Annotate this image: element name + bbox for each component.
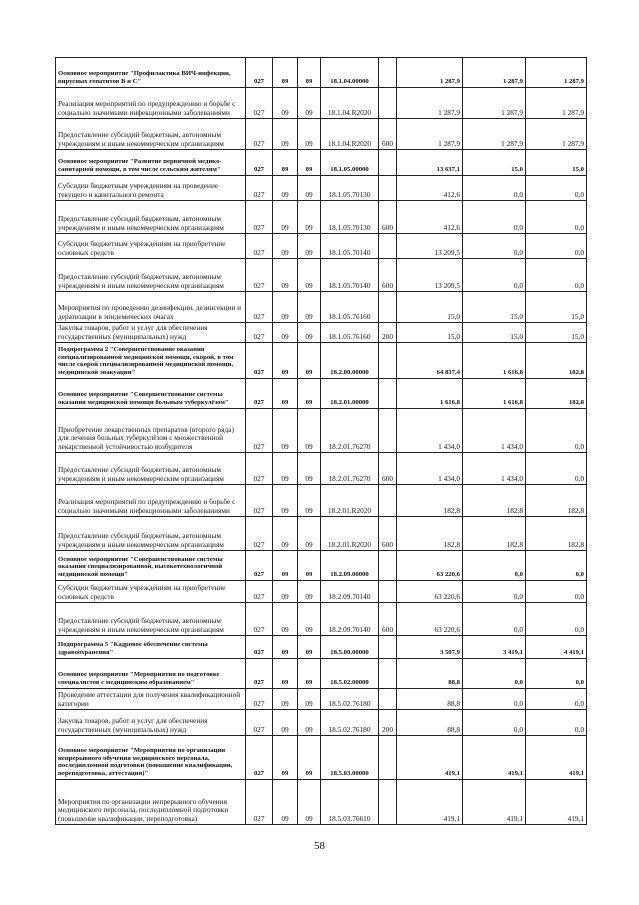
row-name-cell: Предоставление субсидий бюджетным, автономным учреждениям и иным некоммерческим организациям <box>56 453 246 485</box>
amount-year1-cell: 13 209,5 <box>397 234 463 259</box>
amount-year3-cell: 0,0 <box>526 659 587 689</box>
row-name-cell: Предоставление субсидий бюджетным, автономным учреждениям и иным некоммерческим организациям <box>56 603 246 636</box>
subsection-code-cell: 09 <box>298 176 321 201</box>
section-code-cell: 09 <box>273 150 298 176</box>
amount-year2-cell: 0,0 <box>463 689 526 710</box>
ved-code-cell: 027 <box>246 409 273 453</box>
row-name-cell: Предоставление субсидий бюджетным, автономным учреждениям и иным некоммерческим организациям <box>56 259 246 292</box>
amount-year1-cell: 13 637,1 <box>397 150 463 176</box>
section-code-cell: 09 <box>273 485 298 517</box>
ved-code-cell: 027 <box>246 603 273 636</box>
amount-year3-cell: 1 287,9 <box>526 88 587 119</box>
table-row <box>56 710 587 736</box>
expense-type-cell <box>379 176 397 201</box>
amount-year3-cell: 0,0 <box>526 551 587 581</box>
subsection-code-cell: 09 <box>298 710 321 736</box>
row-name-cell: Субсидии бюджетным учреждениям на приобретение основных средств <box>56 234 246 259</box>
amount-year3-cell: 4 419,1 <box>526 636 587 659</box>
amount-year2-cell: 419,1 <box>463 736 526 780</box>
section-code-cell: 09 <box>273 234 298 259</box>
row-name-cell: Приобретение лекарственных препаратов (второго ряда) для лечения больных туберкулёзом с множественной лекарственной устойчивостью возбудителя <box>56 409 246 453</box>
row-name-cell: Основное мероприятие "Совершенствование системы оказания медицинской помощи больным туберкулёзом" <box>56 379 246 409</box>
amount-year1-cell: 88,8 <box>397 710 463 736</box>
table-row <box>56 343 587 379</box>
section-code-cell: 09 <box>273 689 298 710</box>
table-row <box>56 323 587 343</box>
amount-year3-cell: 15,0 <box>526 150 587 176</box>
section-code-cell: 09 <box>273 409 298 453</box>
amount-year3-cell: 0,0 <box>526 201 587 234</box>
section-code-cell: 09 <box>273 88 298 119</box>
subsection-code-cell: 09 <box>298 581 321 603</box>
expense-type-cell <box>379 409 397 453</box>
expense-type-cell: 600 <box>379 201 397 234</box>
amount-year1-cell: 1 287,9 <box>397 119 463 150</box>
subsection-code-cell: 09 <box>298 379 321 409</box>
amount-year1-cell: 412,6 <box>397 201 463 234</box>
amount-year3-cell: 0,0 <box>526 710 587 736</box>
expense-type-cell <box>379 150 397 176</box>
amount-year1-cell: 1 287,9 <box>397 58 463 88</box>
amount-year2-cell: 15,0 <box>463 323 526 343</box>
amount-year2-cell: 419,1 <box>463 780 526 825</box>
target-article-cell: 18.5.00.00000 <box>321 636 379 659</box>
section-code-cell: 09 <box>273 323 298 343</box>
row-name-cell: Основное мероприятие "Совершенствование системы оказания специализированной, высокотехнологичной медицинской помощи" <box>56 551 246 581</box>
row-name-cell: Подпрограмма 2 "Совершенствование оказания специализированной медицинской помощи, скорой, в том числе скорой специализированной медицинской помощи, медицинской эвакуации" <box>56 343 246 379</box>
expense-type-cell <box>379 234 397 259</box>
expense-type-cell <box>379 659 397 689</box>
expense-type-cell <box>379 343 397 379</box>
ved-code-cell: 027 <box>246 453 273 485</box>
subsection-code-cell: 09 <box>298 453 321 485</box>
table-row <box>56 150 587 176</box>
target-article-cell: 18.2.09.70140 <box>321 581 379 603</box>
amount-year1-cell: 412,6 <box>397 176 463 201</box>
expense-type-cell <box>379 485 397 517</box>
amount-year2-cell: 1 287,9 <box>463 88 526 119</box>
amount-year3-cell: 182,8 <box>526 379 587 409</box>
amount-year1-cell: 182,8 <box>397 517 463 551</box>
ved-code-cell: 027 <box>246 292 273 323</box>
expense-type-cell <box>379 581 397 603</box>
subsection-code-cell: 09 <box>298 150 321 176</box>
table-row <box>56 379 587 409</box>
expense-type-cell <box>379 780 397 825</box>
ved-code-cell: 027 <box>246 119 273 150</box>
row-name-cell: Мероприятия по проведению дезинфекции, дезинсекции и дератизации в эпидемических очагах <box>56 292 246 323</box>
amount-year1-cell: 1 616,8 <box>397 379 463 409</box>
table-row <box>56 88 587 119</box>
subsection-code-cell: 09 <box>298 292 321 323</box>
subsection-code-cell: 09 <box>298 659 321 689</box>
amount-year2-cell: 1 287,9 <box>463 119 526 150</box>
section-code-cell: 09 <box>273 603 298 636</box>
section-code-cell: 09 <box>273 379 298 409</box>
amount-year2-cell: 15,0 <box>463 292 526 323</box>
amount-year1-cell: 88,8 <box>397 659 463 689</box>
target-article-cell: 18.2.09.00000 <box>321 551 379 581</box>
amount-year3-cell: 419,1 <box>526 780 587 825</box>
amount-year3-cell: 182,8 <box>526 517 587 551</box>
section-code-cell: 09 <box>273 581 298 603</box>
section-code-cell: 09 <box>273 780 298 825</box>
amount-year2-cell: 1 287,9 <box>463 58 526 88</box>
ved-code-cell: 027 <box>246 689 273 710</box>
amount-year2-cell: 0,0 <box>463 581 526 603</box>
row-name-cell: Предоставление субсидий бюджетным, автономным учреждениям и иным некоммерческим организациям <box>56 517 246 551</box>
amount-year1-cell: 1 434,0 <box>397 409 463 453</box>
expense-type-cell: 200 <box>379 710 397 736</box>
amount-year1-cell: 1 434,0 <box>397 453 463 485</box>
subsection-code-cell: 09 <box>298 234 321 259</box>
subsection-code-cell: 09 <box>298 689 321 710</box>
section-code-cell: 09 <box>273 119 298 150</box>
section-code-cell: 09 <box>273 551 298 581</box>
expense-type-cell <box>379 689 397 710</box>
row-name-cell: Основное мероприятие "Развитие первичной медико-санитарной помощи, в том числе сельским жителям" <box>56 150 246 176</box>
subsection-code-cell: 09 <box>298 636 321 659</box>
section-code-cell: 09 <box>273 201 298 234</box>
row-name-cell: Основное мероприятие "Профилактика ВИЧ-инфекции, вирусных гепатитов B и C" <box>56 58 246 88</box>
amount-year3-cell: 0,0 <box>526 259 587 292</box>
expense-type-cell: 200 <box>379 323 397 343</box>
subsection-code-cell: 09 <box>298 780 321 825</box>
page-number: 58 <box>314 840 325 852</box>
ved-code-cell: 027 <box>246 710 273 736</box>
target-article-cell: 18.2.01.76270 <box>321 409 379 453</box>
amount-year3-cell: 15,0 <box>526 323 587 343</box>
amount-year3-cell: 182,8 <box>526 485 587 517</box>
ved-code-cell: 027 <box>246 517 273 551</box>
target-article-cell: 18.5.03.76610 <box>321 780 379 825</box>
section-code-cell: 09 <box>273 636 298 659</box>
row-name-cell: Предоставление субсидий бюджетным, автономным учреждениям и иным некоммерческим организациям <box>56 119 246 150</box>
amount-year1-cell: 419,1 <box>397 780 463 825</box>
expense-type-cell: 600 <box>379 603 397 636</box>
table-row <box>56 780 587 825</box>
expense-type-cell <box>379 58 397 88</box>
target-article-cell: 18.1.05.00000 <box>321 150 379 176</box>
amount-year2-cell: 0,0 <box>463 551 526 581</box>
amount-year2-cell: 0,0 <box>463 234 526 259</box>
expense-type-cell: 600 <box>379 259 397 292</box>
amount-year2-cell: 182,8 <box>463 517 526 551</box>
expense-type-cell <box>379 292 397 323</box>
subsection-code-cell: 09 <box>298 409 321 453</box>
target-article-cell: 18.1.04.R2020 <box>321 88 379 119</box>
subsection-code-cell: 09 <box>298 119 321 150</box>
target-article-cell: 18.1.05.76160 <box>321 292 379 323</box>
ved-code-cell: 027 <box>246 259 273 292</box>
amount-year1-cell: 63 220,6 <box>397 551 463 581</box>
row-name-cell: Реализация мероприятий по предупреждению и борьбе с социально значимыми инфекционными заболеваниями <box>56 88 246 119</box>
amount-year2-cell: 0,0 <box>463 603 526 636</box>
expense-type-cell <box>379 379 397 409</box>
ved-code-cell: 027 <box>246 343 273 379</box>
ved-code-cell: 027 <box>246 659 273 689</box>
table-row <box>56 551 587 581</box>
table-row <box>56 689 587 710</box>
amount-year1-cell: 63 220,6 <box>397 603 463 636</box>
amount-year3-cell: 0,0 <box>526 409 587 453</box>
row-name-cell: Субсидии бюджетным учреждениям на проведение текущего и капитального ремонта <box>56 176 246 201</box>
section-code-cell: 09 <box>273 517 298 551</box>
amount-year1-cell: 182,8 <box>397 485 463 517</box>
amount-year3-cell: 0,0 <box>526 581 587 603</box>
ved-code-cell: 027 <box>246 323 273 343</box>
amount-year2-cell: 15,0 <box>463 150 526 176</box>
target-article-cell: 18.5.02.76180 <box>321 710 379 736</box>
table-row <box>56 636 587 659</box>
section-code-cell: 09 <box>273 453 298 485</box>
row-name-cell: Закупка товаров, работ и услуг для обеспечения государственных (муниципальных) нужд <box>56 710 246 736</box>
ved-code-cell: 027 <box>246 176 273 201</box>
amount-year1-cell: 63 220,6 <box>397 581 463 603</box>
table-row <box>56 517 587 551</box>
amount-year2-cell: 3 419,1 <box>463 636 526 659</box>
table-row <box>56 176 587 201</box>
budget-table <box>55 57 587 825</box>
section-code-cell: 09 <box>273 176 298 201</box>
ved-code-cell: 027 <box>246 581 273 603</box>
target-article-cell: 18.2.01.76270 <box>321 453 379 485</box>
target-article-cell: 18.2.01.R2020 <box>321 517 379 551</box>
subsection-code-cell: 09 <box>298 343 321 379</box>
amount-year1-cell: 15,0 <box>397 292 463 323</box>
section-code-cell: 09 <box>273 259 298 292</box>
table-row <box>56 234 587 259</box>
section-code-cell: 09 <box>273 343 298 379</box>
amount-year2-cell: 182,8 <box>463 485 526 517</box>
table-body <box>56 58 587 825</box>
subsection-code-cell: 09 <box>298 58 321 88</box>
target-article-cell: 18.5.02.00000 <box>321 659 379 689</box>
ved-code-cell: 027 <box>246 485 273 517</box>
table-row <box>56 453 587 485</box>
amount-year3-cell: 1 287,9 <box>526 119 587 150</box>
subsection-code-cell: 09 <box>298 259 321 292</box>
amount-year3-cell: 419,1 <box>526 736 587 780</box>
amount-year2-cell: 0,0 <box>463 259 526 292</box>
target-article-cell: 18.1.04.00000 <box>321 58 379 88</box>
section-code-cell: 09 <box>273 710 298 736</box>
expense-type-cell <box>379 88 397 119</box>
row-name-cell: Основное мероприятие "Мероприятия по организации непрерывного обучения медицинского персонала, последипломной подготовки (повышение квалификации, переподготовка, аттестация)" <box>56 736 246 780</box>
amount-year1-cell: 3 507,9 <box>397 636 463 659</box>
section-code-cell: 09 <box>273 659 298 689</box>
target-article-cell: 18.2.00.00000 <box>321 343 379 379</box>
target-article-cell: 18.2.09.70140 <box>321 603 379 636</box>
amount-year3-cell: 0,0 <box>526 689 587 710</box>
target-article-cell: 18.5.03.00000 <box>321 736 379 780</box>
expense-type-cell: 600 <box>379 453 397 485</box>
table-row <box>56 259 587 292</box>
subsection-code-cell: 09 <box>298 485 321 517</box>
target-article-cell: 18.5.02.76180 <box>321 689 379 710</box>
row-name-cell: Реализация мероприятий по предупреждению и борьбе с социально значимыми инфекционными заболеваниями <box>56 485 246 517</box>
amount-year3-cell: 1 287,9 <box>526 58 587 88</box>
target-article-cell: 18.2.01.R2020 <box>321 485 379 517</box>
expense-type-cell <box>379 736 397 780</box>
table-row <box>56 603 587 636</box>
amount-year3-cell: 182,8 <box>526 343 587 379</box>
amount-year2-cell: 1 616,8 <box>463 343 526 379</box>
target-article-cell: 18.1.04.R2020 <box>321 119 379 150</box>
ved-code-cell: 027 <box>246 736 273 780</box>
table-row <box>56 201 587 234</box>
target-article-cell: 18.1.05.70130 <box>321 201 379 234</box>
target-article-cell: 18.1.05.70140 <box>321 234 379 259</box>
row-name-cell: Субсидии бюджетным учреждениям на приобретение основных средств <box>56 581 246 603</box>
row-name-cell: Проведение аттестации для получения квалификационной категории <box>56 689 246 710</box>
expense-type-cell <box>379 636 397 659</box>
amount-year1-cell: 88,8 <box>397 689 463 710</box>
amount-year1-cell: 15,0 <box>397 323 463 343</box>
table-row <box>56 485 587 517</box>
amount-year2-cell: 1 616,8 <box>463 379 526 409</box>
table-row <box>56 58 587 88</box>
target-article-cell: 18.1.05.70130 <box>321 176 379 201</box>
amount-year3-cell: 0,0 <box>526 176 587 201</box>
row-name-cell: Предоставление субсидий бюджетным, автономным учреждениям и иным некоммерческим организациям <box>56 201 246 234</box>
section-code-cell: 09 <box>273 736 298 780</box>
amount-year2-cell: 0,0 <box>463 201 526 234</box>
expense-type-cell: 600 <box>379 517 397 551</box>
section-code-cell: 09 <box>273 292 298 323</box>
subsection-code-cell: 09 <box>298 551 321 581</box>
ved-code-cell: 027 <box>246 379 273 409</box>
amount-year3-cell: 0,0 <box>526 234 587 259</box>
target-article-cell: 18.2.01.00000 <box>321 379 379 409</box>
amount-year3-cell: 0,0 <box>526 603 587 636</box>
amount-year2-cell: 1 434,0 <box>463 409 526 453</box>
ved-code-cell: 027 <box>246 88 273 119</box>
table-row <box>56 659 587 689</box>
amount-year3-cell: 0,0 <box>526 453 587 485</box>
expense-type-cell: 600 <box>379 119 397 150</box>
ved-code-cell: 027 <box>246 636 273 659</box>
amount-year1-cell: 64 837,4 <box>397 343 463 379</box>
ved-code-cell: 027 <box>246 150 273 176</box>
target-article-cell: 18.1.05.76160 <box>321 323 379 343</box>
subsection-code-cell: 09 <box>298 736 321 780</box>
subsection-code-cell: 09 <box>298 517 321 551</box>
table-row <box>56 581 587 603</box>
row-name-cell: Закупка товаров, работ и услуг для обеспечения государственных (муниципальных) нужд <box>56 323 246 343</box>
row-name-cell: Мероприятия по организации непрерывного обучения медицинского персонала, последипломной подготовки (повышение квалификации, переподготовка) <box>56 780 246 825</box>
ved-code-cell: 027 <box>246 58 273 88</box>
amount-year2-cell: 0,0 <box>463 659 526 689</box>
table-row <box>56 736 587 780</box>
ved-code-cell: 027 <box>246 234 273 259</box>
section-code-cell: 09 <box>273 58 298 88</box>
ved-code-cell: 027 <box>246 551 273 581</box>
subsection-code-cell: 09 <box>298 201 321 234</box>
table-row <box>56 292 587 323</box>
amount-year1-cell: 13 209,5 <box>397 259 463 292</box>
ved-code-cell: 027 <box>246 201 273 234</box>
subsection-code-cell: 09 <box>298 603 321 636</box>
amount-year3-cell: 15,0 <box>526 292 587 323</box>
amount-year2-cell: 0,0 <box>463 176 526 201</box>
row-name-cell: Подпрограмма 5 "Кадровое обеспечение системы здравоохранения" <box>56 636 246 659</box>
expense-type-cell <box>379 551 397 581</box>
row-name-cell: Основное мероприятие "Мероприятия по подготовке специалистов с медицинским образованием" <box>56 659 246 689</box>
amount-year1-cell: 419,1 <box>397 736 463 780</box>
amount-year2-cell: 0,0 <box>463 710 526 736</box>
subsection-code-cell: 09 <box>298 88 321 119</box>
target-article-cell: 18.1.05.70140 <box>321 259 379 292</box>
amount-year2-cell: 1 434,0 <box>463 453 526 485</box>
subsection-code-cell: 09 <box>298 323 321 343</box>
table-row <box>56 409 587 453</box>
ved-code-cell: 027 <box>246 780 273 825</box>
table-row <box>56 119 587 150</box>
amount-year1-cell: 1 287,9 <box>397 88 463 119</box>
